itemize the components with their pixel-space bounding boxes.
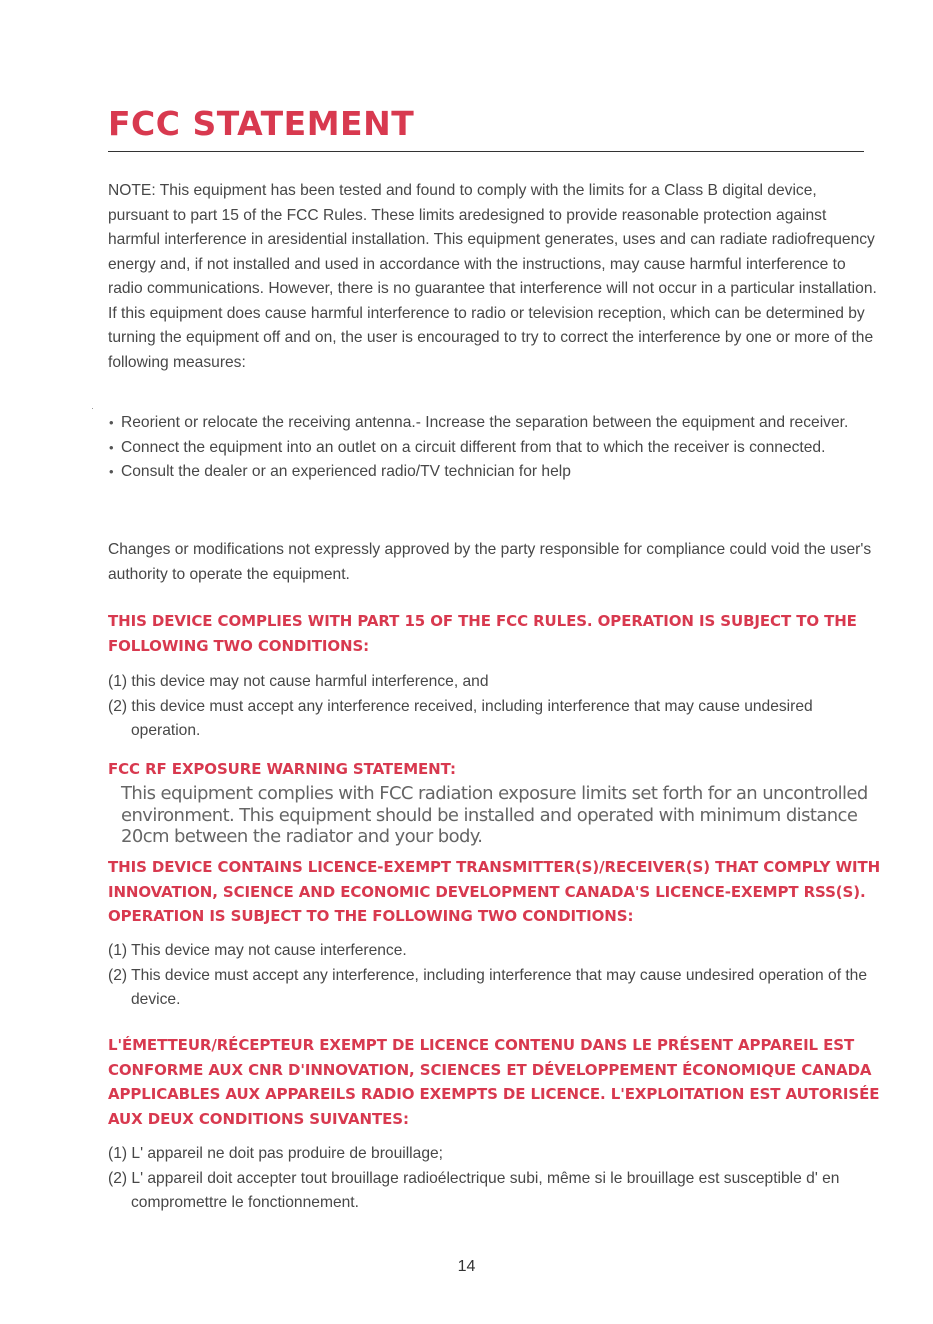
rf-exposure-section bbox=[108, 757, 878, 782]
part15-conditions bbox=[108, 670, 878, 744]
rf-exposure-heading: FCC RF EXPOSURE WARNING STATEMENT: bbox=[108, 760, 456, 778]
changes-section bbox=[108, 538, 878, 587]
list-item: (1) this device may not cause harmful interference, and bbox=[108, 673, 489, 690]
french-conditions bbox=[108, 1142, 878, 1216]
note-paragraph: NOTE: This equipment has been tested and found to comply with the limits for a Class B digital device, pursuant to part 15 of the FCC Rules. These limits aredesigned to provide reasonable protection against harmful interference in aresidential installation. This equipment generates, uses and can radiate radiofrequency energy and, if not installed and used in accordance with the instructions, may cause harmful interference to radio communications. However, there is no guarantee that interference will not occur in a particular installation. If this equipment does cause harmful interference to radio or television reception, which can be determined by turning the equipment off and on, the user is encouraged to try to correct the interference by one or more of the following measures: bbox=[108, 182, 877, 371]
measures-list bbox=[109, 411, 879, 485]
french-section bbox=[108, 1033, 898, 1131]
list-item: • Connect the equipment into an outlet on a circuit different from that to which the receiver is connected. bbox=[109, 436, 879, 461]
ised-heading: THIS DEVICE CONTAINS LICENCE-EXEMPT TRANSMITTER(S)/RECEIVER(S) THAT COMPLY WITH INNOVATION, SCIENCE AND ECONOMIC DEVELOPMENT CANADA'S LICENCE-EXEMPT RSS(S). OPERATION IS SUBJECT TO THE FOLLOWING TWO CONDITIONS: bbox=[108, 858, 881, 925]
measures-section bbox=[109, 411, 879, 485]
title-divider bbox=[108, 151, 864, 152]
list-item: (2) this device must accept any interference received, including interference that may cause undesired operation. bbox=[108, 697, 813, 739]
part15-section bbox=[108, 609, 878, 658]
list-item: (2) L' appareil doit accepter tout brouillage radioélectrique subi, même si le brouillage est susceptible d' en compromettre le fonctionnement. bbox=[108, 1169, 840, 1211]
list-item: • Consult the dealer or an experienced radio/TV technician for help bbox=[109, 460, 879, 485]
list-item: (1) This device may not cause interference. bbox=[108, 942, 407, 959]
ised-section bbox=[108, 855, 898, 929]
french-heading: L'ÉMETTEUR/RÉCEPTEUR EXEMPT DE LICENCE CONTENU DANS LE PRÉSENT APPAREIL EST CONFORME AUX CNR D'INNOVATION, SCIENCES ET DÉVELOPPEMENT ÉCONOMIQUE CANADA APPLICABLES AUX APPAREILS RADIO EXEMPTS DE LICENCE. L'EXPLOITATION EST AUTORISÉE AUX DEUX CONDITIONS SUIVANTES: bbox=[108, 1036, 880, 1128]
ised-conditions bbox=[108, 939, 878, 1013]
list-item: (2) This device must accept any interference, including interference that may cause undesired operation of the device. bbox=[108, 966, 868, 1008]
list-item: • Reorient or relocate the receiving antenna.- Increase the separation between the equipment and receiver. bbox=[109, 411, 879, 436]
page-title: FCC STATEMENT bbox=[108, 104, 415, 143]
rf-exposure-text: This equipment complies with FCC radiation exposure limits set forth for an uncontrolled environment. This equipment should be installed and operated with minimum distance 20cm between the radiator and your body. bbox=[121, 783, 868, 847]
part15-heading: THIS DEVICE COMPLIES WITH PART 15 OF THE FCC RULES. OPERATION IS SUBJECT TO THE FOLLOWING TWO CONDITIONS: bbox=[108, 612, 857, 655]
changes-paragraph: Changes or modifications not expressly approved by the party responsible for compliance could void the user's authority to operate the equipment. bbox=[108, 541, 872, 583]
note-section bbox=[108, 179, 878, 375]
stray-mark bbox=[92, 408, 93, 409]
list-item: (1) L' appareil ne doit pas produire de brouillage; bbox=[108, 1145, 443, 1162]
page-number: 14 bbox=[457, 1258, 476, 1275]
